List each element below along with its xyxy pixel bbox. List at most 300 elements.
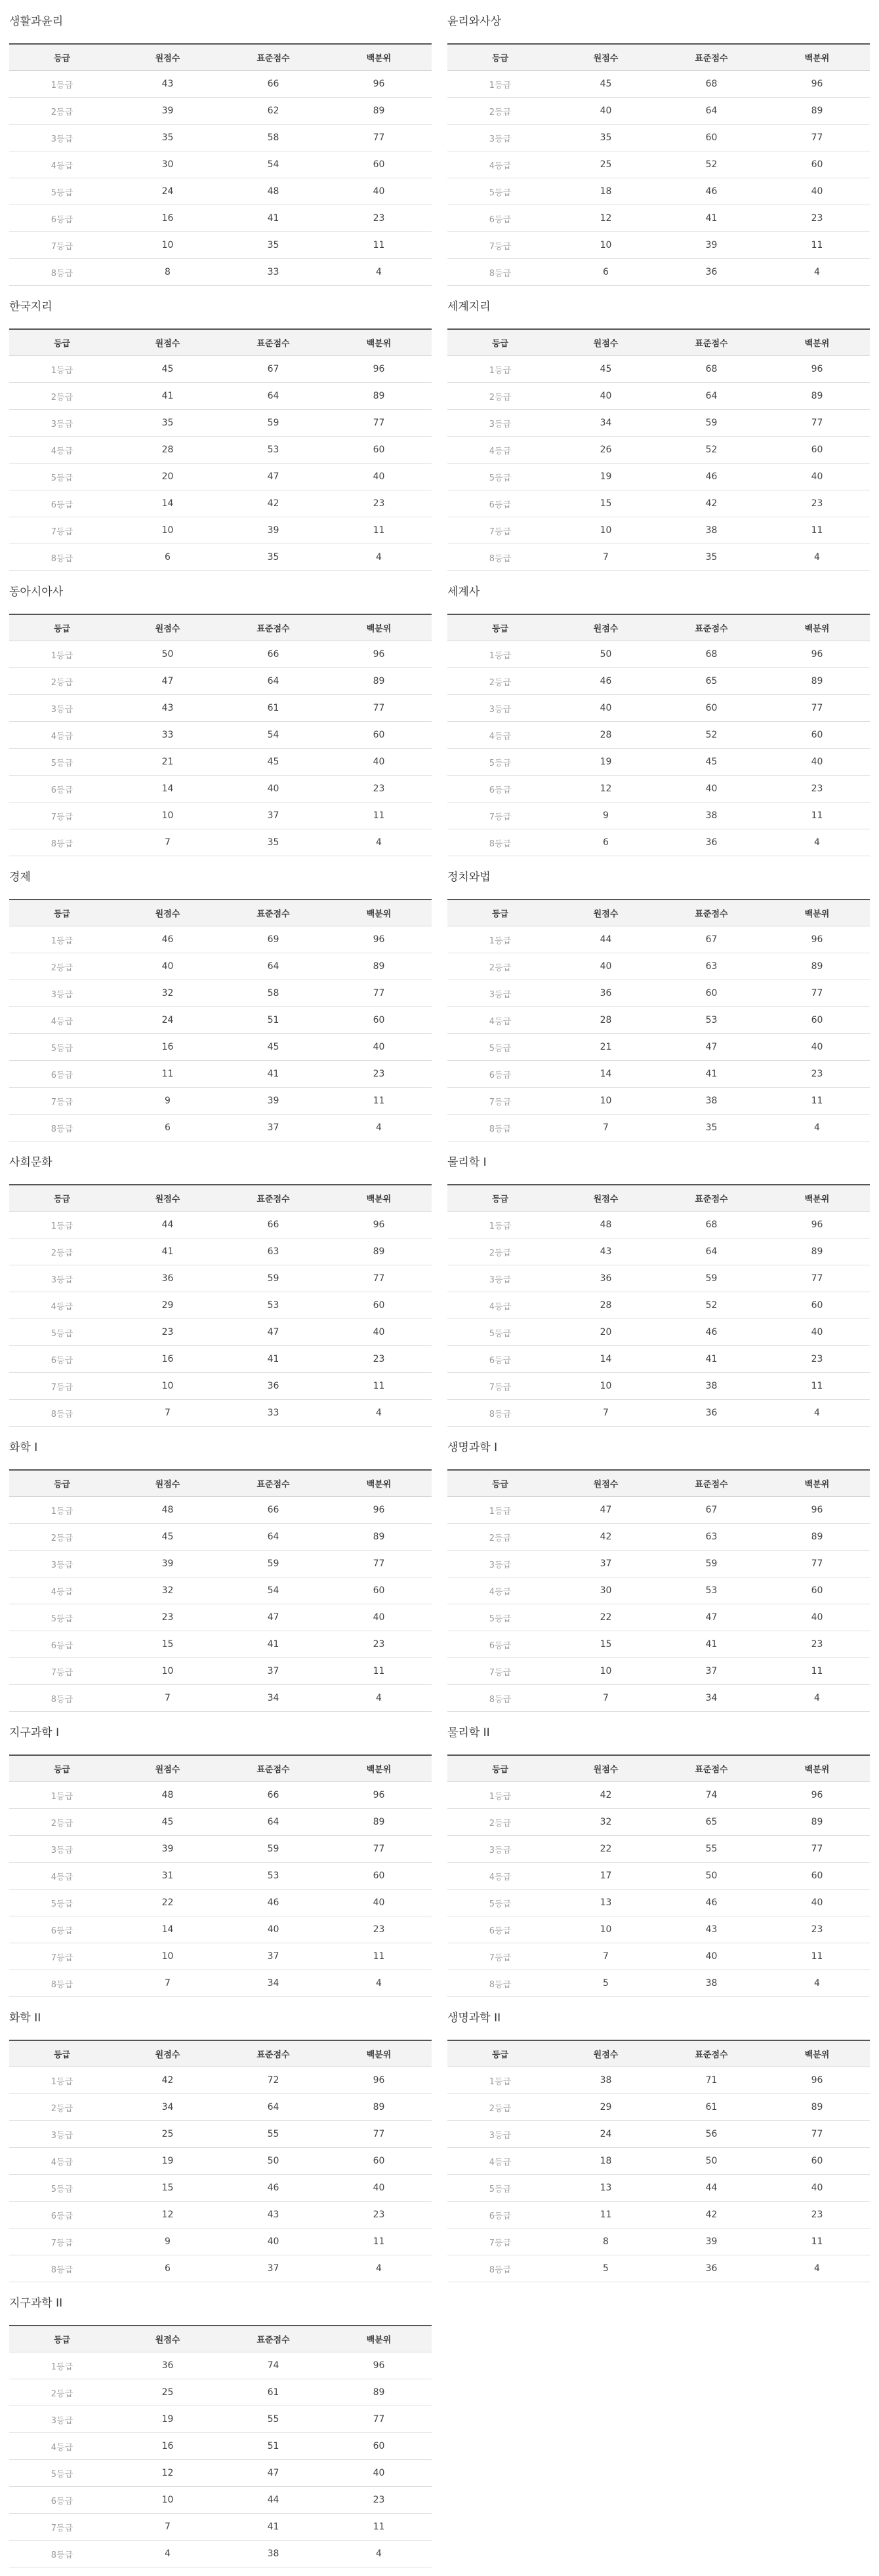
subject-title: 지구과학 I bbox=[9, 1726, 60, 1739]
table-row bbox=[9, 98, 432, 125]
grade-cell: 5등급 bbox=[9, 1604, 115, 1631]
table-row bbox=[447, 125, 870, 151]
table-row bbox=[9, 1319, 432, 1346]
subject-title: 생활과윤리 bbox=[9, 15, 64, 28]
percentile-cell: 60 bbox=[326, 722, 432, 749]
percentile-cell: 11 bbox=[326, 2514, 432, 2541]
raw-score-cell: 10 bbox=[553, 517, 659, 544]
standard-score-cell: 67 bbox=[659, 1497, 764, 1524]
grade-cell: 2등급 bbox=[447, 953, 553, 980]
grade-cell: 8등급 bbox=[9, 1115, 115, 1141]
column-header: 등급 bbox=[447, 44, 553, 71]
table-row bbox=[447, 178, 870, 205]
percentile-cell: 77 bbox=[326, 1265, 432, 1292]
standard-score-cell: 37 bbox=[659, 1658, 764, 1685]
grade-cell: 1등급 bbox=[447, 1497, 553, 1524]
grade-cell: 4등급 bbox=[9, 2148, 115, 2175]
percentile-cell: 77 bbox=[326, 695, 432, 722]
grade-cell: 3등급 bbox=[447, 125, 553, 151]
standard-score-cell: 74 bbox=[659, 1782, 764, 1809]
column-header: 등급 bbox=[9, 1185, 115, 1212]
score-table bbox=[9, 328, 432, 571]
raw-score-cell: 38 bbox=[553, 2067, 659, 2094]
percentile-cell: 23 bbox=[326, 205, 432, 232]
table-row bbox=[9, 668, 432, 695]
grade-cell: 1등급 bbox=[447, 926, 553, 953]
grade-cell: 3등급 bbox=[9, 2121, 115, 2148]
grade-cell: 1등급 bbox=[9, 71, 115, 98]
standard-score-cell: 41 bbox=[220, 1346, 326, 1373]
subject-section bbox=[9, 2291, 432, 2576]
standard-score-cell: 41 bbox=[659, 1346, 764, 1373]
subject-section bbox=[447, 1435, 870, 1720]
raw-score-cell: 44 bbox=[115, 1212, 220, 1238]
percentile-cell: 60 bbox=[764, 1577, 870, 1604]
table-row bbox=[447, 1970, 870, 1997]
percentile-cell: 40 bbox=[326, 1604, 432, 1631]
standard-score-cell: 37 bbox=[220, 1658, 326, 1685]
table-row bbox=[9, 1115, 432, 1141]
table-row bbox=[9, 695, 432, 722]
raw-score-cell: 29 bbox=[115, 1292, 220, 1319]
table-row bbox=[447, 464, 870, 490]
percentile-cell: 11 bbox=[326, 803, 432, 829]
grade-cell: 1등급 bbox=[9, 1782, 115, 1809]
raw-score-cell: 36 bbox=[115, 1265, 220, 1292]
raw-score-cell: 7 bbox=[115, 1970, 220, 1997]
standard-score-cell: 34 bbox=[220, 1685, 326, 1712]
standard-score-cell: 68 bbox=[659, 1212, 764, 1238]
score-table bbox=[447, 614, 870, 856]
standard-score-cell: 66 bbox=[220, 1497, 326, 1524]
column-header: 등급 bbox=[9, 614, 115, 641]
percentile-cell: 40 bbox=[326, 1319, 432, 1346]
column-header: 등급 bbox=[447, 614, 553, 641]
grade-cell: 8등급 bbox=[9, 544, 115, 571]
raw-score-cell: 45 bbox=[553, 71, 659, 98]
percentile-cell: 96 bbox=[764, 71, 870, 98]
raw-score-cell: 40 bbox=[553, 98, 659, 125]
raw-score-cell: 37 bbox=[553, 1551, 659, 1577]
subject-title: 동아시아사 bbox=[9, 585, 64, 599]
column-header: 백분위 bbox=[764, 2040, 870, 2067]
grade-cell: 1등급 bbox=[9, 641, 115, 668]
percentile-cell: 4 bbox=[326, 2255, 432, 2282]
raw-score-cell: 23 bbox=[115, 1604, 220, 1631]
raw-score-cell: 39 bbox=[115, 1551, 220, 1577]
table-row bbox=[9, 2175, 432, 2202]
column-header: 원점수 bbox=[553, 1755, 659, 1782]
raw-score-cell: 42 bbox=[115, 2067, 220, 2094]
percentile-cell: 96 bbox=[326, 926, 432, 953]
percentile-cell: 23 bbox=[764, 1346, 870, 1373]
raw-score-cell: 30 bbox=[115, 151, 220, 178]
table-row bbox=[447, 1836, 870, 1863]
percentile-cell: 96 bbox=[764, 1497, 870, 1524]
standard-score-cell: 68 bbox=[659, 641, 764, 668]
standard-score-cell: 40 bbox=[659, 776, 764, 803]
percentile-cell: 77 bbox=[326, 1551, 432, 1577]
grade-cell: 4등급 bbox=[9, 1007, 115, 1034]
grade-cell: 2등급 bbox=[447, 2094, 553, 2121]
grade-cell: 8등급 bbox=[447, 2255, 553, 2282]
column-header: 표준점수 bbox=[220, 44, 326, 71]
table-header-row bbox=[447, 2040, 870, 2067]
table-header-row bbox=[9, 614, 432, 641]
subject-section bbox=[9, 865, 432, 1150]
grade-cell: 7등급 bbox=[9, 232, 115, 259]
raw-score-cell: 10 bbox=[115, 1658, 220, 1685]
standard-score-cell: 48 bbox=[220, 178, 326, 205]
standard-score-cell: 38 bbox=[659, 1373, 764, 1400]
grade-cell: 6등급 bbox=[447, 1916, 553, 1943]
table-row bbox=[447, 356, 870, 383]
raw-score-cell: 32 bbox=[115, 980, 220, 1007]
table-row bbox=[447, 1373, 870, 1400]
percentile-cell: 77 bbox=[764, 2121, 870, 2148]
percentile-cell: 89 bbox=[326, 2094, 432, 2121]
table-row bbox=[447, 259, 870, 286]
raw-score-cell: 6 bbox=[553, 259, 659, 286]
raw-score-cell: 25 bbox=[115, 2121, 220, 2148]
table-row bbox=[447, 1685, 870, 1712]
grade-cell: 8등급 bbox=[447, 259, 553, 286]
table-row bbox=[447, 71, 870, 98]
column-header: 백분위 bbox=[326, 1470, 432, 1497]
percentile-cell: 40 bbox=[326, 2175, 432, 2202]
standard-score-cell: 58 bbox=[220, 125, 326, 151]
column-header: 원점수 bbox=[553, 614, 659, 641]
grade-cell: 6등급 bbox=[9, 1631, 115, 1658]
subject-section bbox=[9, 1435, 432, 1720]
standard-score-cell: 41 bbox=[659, 1631, 764, 1658]
table-row bbox=[447, 1061, 870, 1088]
column-header: 백분위 bbox=[326, 44, 432, 71]
subject-section bbox=[447, 1720, 870, 2006]
grade-cell: 4등급 bbox=[9, 2433, 115, 2460]
percentile-cell: 89 bbox=[326, 953, 432, 980]
percentile-cell: 23 bbox=[764, 205, 870, 232]
column-header: 표준점수 bbox=[659, 1755, 764, 1782]
grade-cell: 4등급 bbox=[447, 1007, 553, 1034]
percentile-cell: 89 bbox=[326, 98, 432, 125]
column-header: 등급 bbox=[9, 44, 115, 71]
table-row bbox=[447, 2255, 870, 2282]
raw-score-cell: 48 bbox=[115, 1497, 220, 1524]
subject-title: 화학 II bbox=[9, 2011, 41, 2025]
standard-score-cell: 54 bbox=[220, 1577, 326, 1604]
percentile-cell: 77 bbox=[326, 1836, 432, 1863]
raw-score-cell: 31 bbox=[115, 1863, 220, 1890]
percentile-cell: 40 bbox=[764, 1034, 870, 1061]
raw-score-cell: 16 bbox=[115, 2433, 220, 2460]
percentile-cell: 23 bbox=[326, 1631, 432, 1658]
table-row bbox=[9, 125, 432, 151]
score-table bbox=[9, 899, 432, 1141]
grade-cell: 8등급 bbox=[447, 1685, 553, 1712]
standard-score-cell: 64 bbox=[220, 953, 326, 980]
raw-score-cell: 29 bbox=[553, 2094, 659, 2121]
grade-cell: 7등급 bbox=[9, 517, 115, 544]
grade-cell: 4등급 bbox=[9, 722, 115, 749]
raw-score-cell: 19 bbox=[553, 749, 659, 776]
table-row bbox=[9, 1577, 432, 1604]
raw-score-cell: 47 bbox=[553, 1497, 659, 1524]
table-row bbox=[447, 1212, 870, 1238]
grade-cell: 7등급 bbox=[9, 1943, 115, 1970]
percentile-cell: 40 bbox=[326, 178, 432, 205]
table-row bbox=[9, 2460, 432, 2487]
standard-score-cell: 63 bbox=[659, 953, 764, 980]
raw-score-cell: 15 bbox=[115, 2175, 220, 2202]
percentile-cell: 40 bbox=[764, 1319, 870, 1346]
raw-score-cell: 48 bbox=[553, 1212, 659, 1238]
standard-score-cell: 35 bbox=[220, 829, 326, 856]
raw-score-cell: 41 bbox=[115, 383, 220, 410]
grade-cell: 2등급 bbox=[9, 383, 115, 410]
raw-score-cell: 9 bbox=[115, 1088, 220, 1115]
raw-score-cell: 36 bbox=[553, 980, 659, 1007]
grade-cell: 8등급 bbox=[9, 1970, 115, 1997]
standard-score-cell: 59 bbox=[220, 1551, 326, 1577]
column-header: 등급 bbox=[447, 1755, 553, 1782]
percentile-cell: 60 bbox=[764, 1007, 870, 1034]
percentile-cell: 77 bbox=[764, 980, 870, 1007]
percentile-cell: 96 bbox=[326, 1212, 432, 1238]
column-header: 표준점수 bbox=[220, 1470, 326, 1497]
grade-cell: 3등급 bbox=[9, 1551, 115, 1577]
table-row bbox=[447, 829, 870, 856]
grade-cell: 3등급 bbox=[447, 410, 553, 437]
table-row bbox=[447, 490, 870, 517]
standard-score-cell: 47 bbox=[659, 1034, 764, 1061]
grade-cell: 5등급 bbox=[9, 749, 115, 776]
percentile-cell: 4 bbox=[764, 1115, 870, 1141]
grade-cell: 4등급 bbox=[9, 437, 115, 464]
raw-score-cell: 24 bbox=[553, 2121, 659, 2148]
raw-score-cell: 19 bbox=[115, 2148, 220, 2175]
grade-cell: 1등급 bbox=[447, 641, 553, 668]
score-table bbox=[447, 43, 870, 286]
grade-cell: 3등급 bbox=[447, 1551, 553, 1577]
table-row bbox=[447, 517, 870, 544]
table-row bbox=[9, 1943, 432, 1970]
table-row bbox=[447, 1916, 870, 1943]
subject-title: 정치와법 bbox=[447, 871, 491, 884]
table-row bbox=[9, 1916, 432, 1943]
grade-cell: 7등급 bbox=[447, 803, 553, 829]
percentile-cell: 89 bbox=[326, 383, 432, 410]
column-header: 표준점수 bbox=[659, 329, 764, 356]
standard-score-cell: 41 bbox=[220, 205, 326, 232]
table-header-row bbox=[447, 614, 870, 641]
grade-cell: 1등급 bbox=[9, 356, 115, 383]
percentile-cell: 11 bbox=[764, 2229, 870, 2255]
table-row bbox=[9, 1863, 432, 1890]
raw-score-cell: 40 bbox=[115, 953, 220, 980]
table-row bbox=[9, 2229, 432, 2255]
grade-cell: 1등급 bbox=[9, 2352, 115, 2379]
grade-cell: 2등급 bbox=[9, 668, 115, 695]
score-table bbox=[9, 2040, 432, 2282]
table-row bbox=[447, 2175, 870, 2202]
table-row bbox=[9, 926, 432, 953]
table-row bbox=[9, 829, 432, 856]
subject-title: 경제 bbox=[9, 871, 31, 884]
raw-score-cell: 7 bbox=[115, 829, 220, 856]
raw-score-cell: 44 bbox=[553, 926, 659, 953]
subject-section bbox=[447, 580, 870, 865]
grade-cell: 6등급 bbox=[9, 205, 115, 232]
percentile-cell: 23 bbox=[764, 1631, 870, 1658]
standard-score-cell: 46 bbox=[659, 178, 764, 205]
grade-cell: 6등급 bbox=[9, 2487, 115, 2514]
table-row bbox=[9, 2487, 432, 2514]
percentile-cell: 40 bbox=[326, 464, 432, 490]
standard-score-cell: 46 bbox=[220, 2175, 326, 2202]
grade-cell: 7등급 bbox=[447, 2229, 553, 2255]
table-row bbox=[447, 1782, 870, 1809]
percentile-cell: 96 bbox=[326, 2067, 432, 2094]
grade-cell: 8등급 bbox=[9, 829, 115, 856]
percentile-cell: 11 bbox=[326, 2229, 432, 2255]
column-header: 원점수 bbox=[115, 614, 220, 641]
percentile-cell: 23 bbox=[764, 1061, 870, 1088]
standard-score-cell: 50 bbox=[659, 2148, 764, 2175]
standard-score-cell: 67 bbox=[659, 926, 764, 953]
subject-title: 물리학 I bbox=[447, 1156, 487, 1169]
percentile-cell: 96 bbox=[764, 641, 870, 668]
raw-score-cell: 47 bbox=[115, 668, 220, 695]
score-table bbox=[9, 1754, 432, 1997]
grade-cell: 4등급 bbox=[447, 1577, 553, 1604]
subject-title: 생명과학 I bbox=[447, 1441, 498, 1454]
percentile-cell: 60 bbox=[326, 2148, 432, 2175]
grade-cell: 3등급 bbox=[9, 410, 115, 437]
grade-cell: 6등급 bbox=[9, 1916, 115, 1943]
column-header: 원점수 bbox=[115, 329, 220, 356]
standard-score-cell: 46 bbox=[659, 1319, 764, 1346]
percentile-cell: 4 bbox=[764, 1685, 870, 1712]
table-row bbox=[447, 1809, 870, 1836]
raw-score-cell: 50 bbox=[553, 641, 659, 668]
grade-cell: 6등급 bbox=[447, 1346, 553, 1373]
table-row bbox=[9, 749, 432, 776]
table-row bbox=[447, 803, 870, 829]
percentile-cell: 4 bbox=[326, 2541, 432, 2567]
raw-score-cell: 13 bbox=[553, 2175, 659, 2202]
table-row bbox=[9, 2379, 432, 2406]
percentile-cell: 4 bbox=[764, 259, 870, 286]
table-row bbox=[9, 1346, 432, 1373]
percentile-cell: 11 bbox=[326, 1373, 432, 1400]
standard-score-cell: 39 bbox=[220, 517, 326, 544]
score-table bbox=[447, 1754, 870, 1997]
percentile-cell: 23 bbox=[326, 1061, 432, 1088]
table-row bbox=[9, 356, 432, 383]
raw-score-cell: 40 bbox=[553, 953, 659, 980]
standard-score-cell: 47 bbox=[220, 2460, 326, 2487]
table-row bbox=[9, 1265, 432, 1292]
table-row bbox=[9, 2094, 432, 2121]
raw-score-cell: 14 bbox=[115, 1916, 220, 1943]
column-header: 원점수 bbox=[553, 2040, 659, 2067]
table-row bbox=[447, 2229, 870, 2255]
column-header: 원점수 bbox=[115, 44, 220, 71]
table-row bbox=[9, 1088, 432, 1115]
raw-score-cell: 12 bbox=[553, 776, 659, 803]
raw-score-cell: 28 bbox=[115, 437, 220, 464]
standard-score-cell: 46 bbox=[659, 464, 764, 490]
percentile-cell: 11 bbox=[764, 1373, 870, 1400]
standard-score-cell: 71 bbox=[659, 2067, 764, 2094]
grade-cell: 2등급 bbox=[9, 953, 115, 980]
percentile-cell: 77 bbox=[326, 980, 432, 1007]
raw-score-cell: 45 bbox=[115, 1809, 220, 1836]
standard-score-cell: 55 bbox=[659, 1836, 764, 1863]
percentile-cell: 96 bbox=[764, 1782, 870, 1809]
table-header-row bbox=[447, 44, 870, 71]
percentile-cell: 4 bbox=[326, 1115, 432, 1141]
score-table bbox=[9, 1184, 432, 1427]
percentile-cell: 11 bbox=[326, 517, 432, 544]
table-row bbox=[447, 953, 870, 980]
standard-score-cell: 40 bbox=[220, 2229, 326, 2255]
raw-score-cell: 10 bbox=[553, 1373, 659, 1400]
percentile-cell: 23 bbox=[764, 1916, 870, 1943]
column-header: 등급 bbox=[9, 2040, 115, 2067]
table-row bbox=[9, 1497, 432, 1524]
table-header-row bbox=[9, 1185, 432, 1212]
standard-score-cell: 64 bbox=[659, 1238, 764, 1265]
standard-score-cell: 44 bbox=[220, 2487, 326, 2514]
percentile-cell: 60 bbox=[326, 1863, 432, 1890]
column-header: 백분위 bbox=[326, 1185, 432, 1212]
table-row bbox=[447, 151, 870, 178]
standard-score-cell: 53 bbox=[659, 1577, 764, 1604]
table-row bbox=[9, 2514, 432, 2541]
percentile-cell: 4 bbox=[764, 2255, 870, 2282]
grade-cell: 5등급 bbox=[9, 2460, 115, 2487]
raw-score-cell: 43 bbox=[553, 1238, 659, 1265]
standard-score-cell: 64 bbox=[220, 668, 326, 695]
standard-score-cell: 54 bbox=[220, 722, 326, 749]
table-row bbox=[447, 1577, 870, 1604]
standard-score-cell: 74 bbox=[220, 2352, 326, 2379]
table-row bbox=[9, 722, 432, 749]
grade-cell: 8등급 bbox=[447, 544, 553, 571]
table-row bbox=[9, 71, 432, 98]
raw-score-cell: 50 bbox=[115, 641, 220, 668]
table-row bbox=[9, 410, 432, 437]
grade-cell: 1등급 bbox=[447, 356, 553, 383]
column-header: 원점수 bbox=[115, 1755, 220, 1782]
percentile-cell: 96 bbox=[326, 1497, 432, 1524]
raw-score-cell: 12 bbox=[115, 2460, 220, 2487]
standard-score-cell: 47 bbox=[220, 464, 326, 490]
raw-score-cell: 28 bbox=[553, 1292, 659, 1319]
percentile-cell: 77 bbox=[764, 1836, 870, 1863]
table-row bbox=[9, 1604, 432, 1631]
column-header: 원점수 bbox=[115, 2326, 220, 2352]
standard-score-cell: 62 bbox=[220, 98, 326, 125]
grade-cell: 6등급 bbox=[447, 1631, 553, 1658]
raw-score-cell: 10 bbox=[115, 1943, 220, 1970]
percentile-cell: 4 bbox=[326, 259, 432, 286]
table-row bbox=[447, 1115, 870, 1141]
table-row bbox=[9, 2352, 432, 2379]
raw-score-cell: 6 bbox=[115, 1115, 220, 1141]
